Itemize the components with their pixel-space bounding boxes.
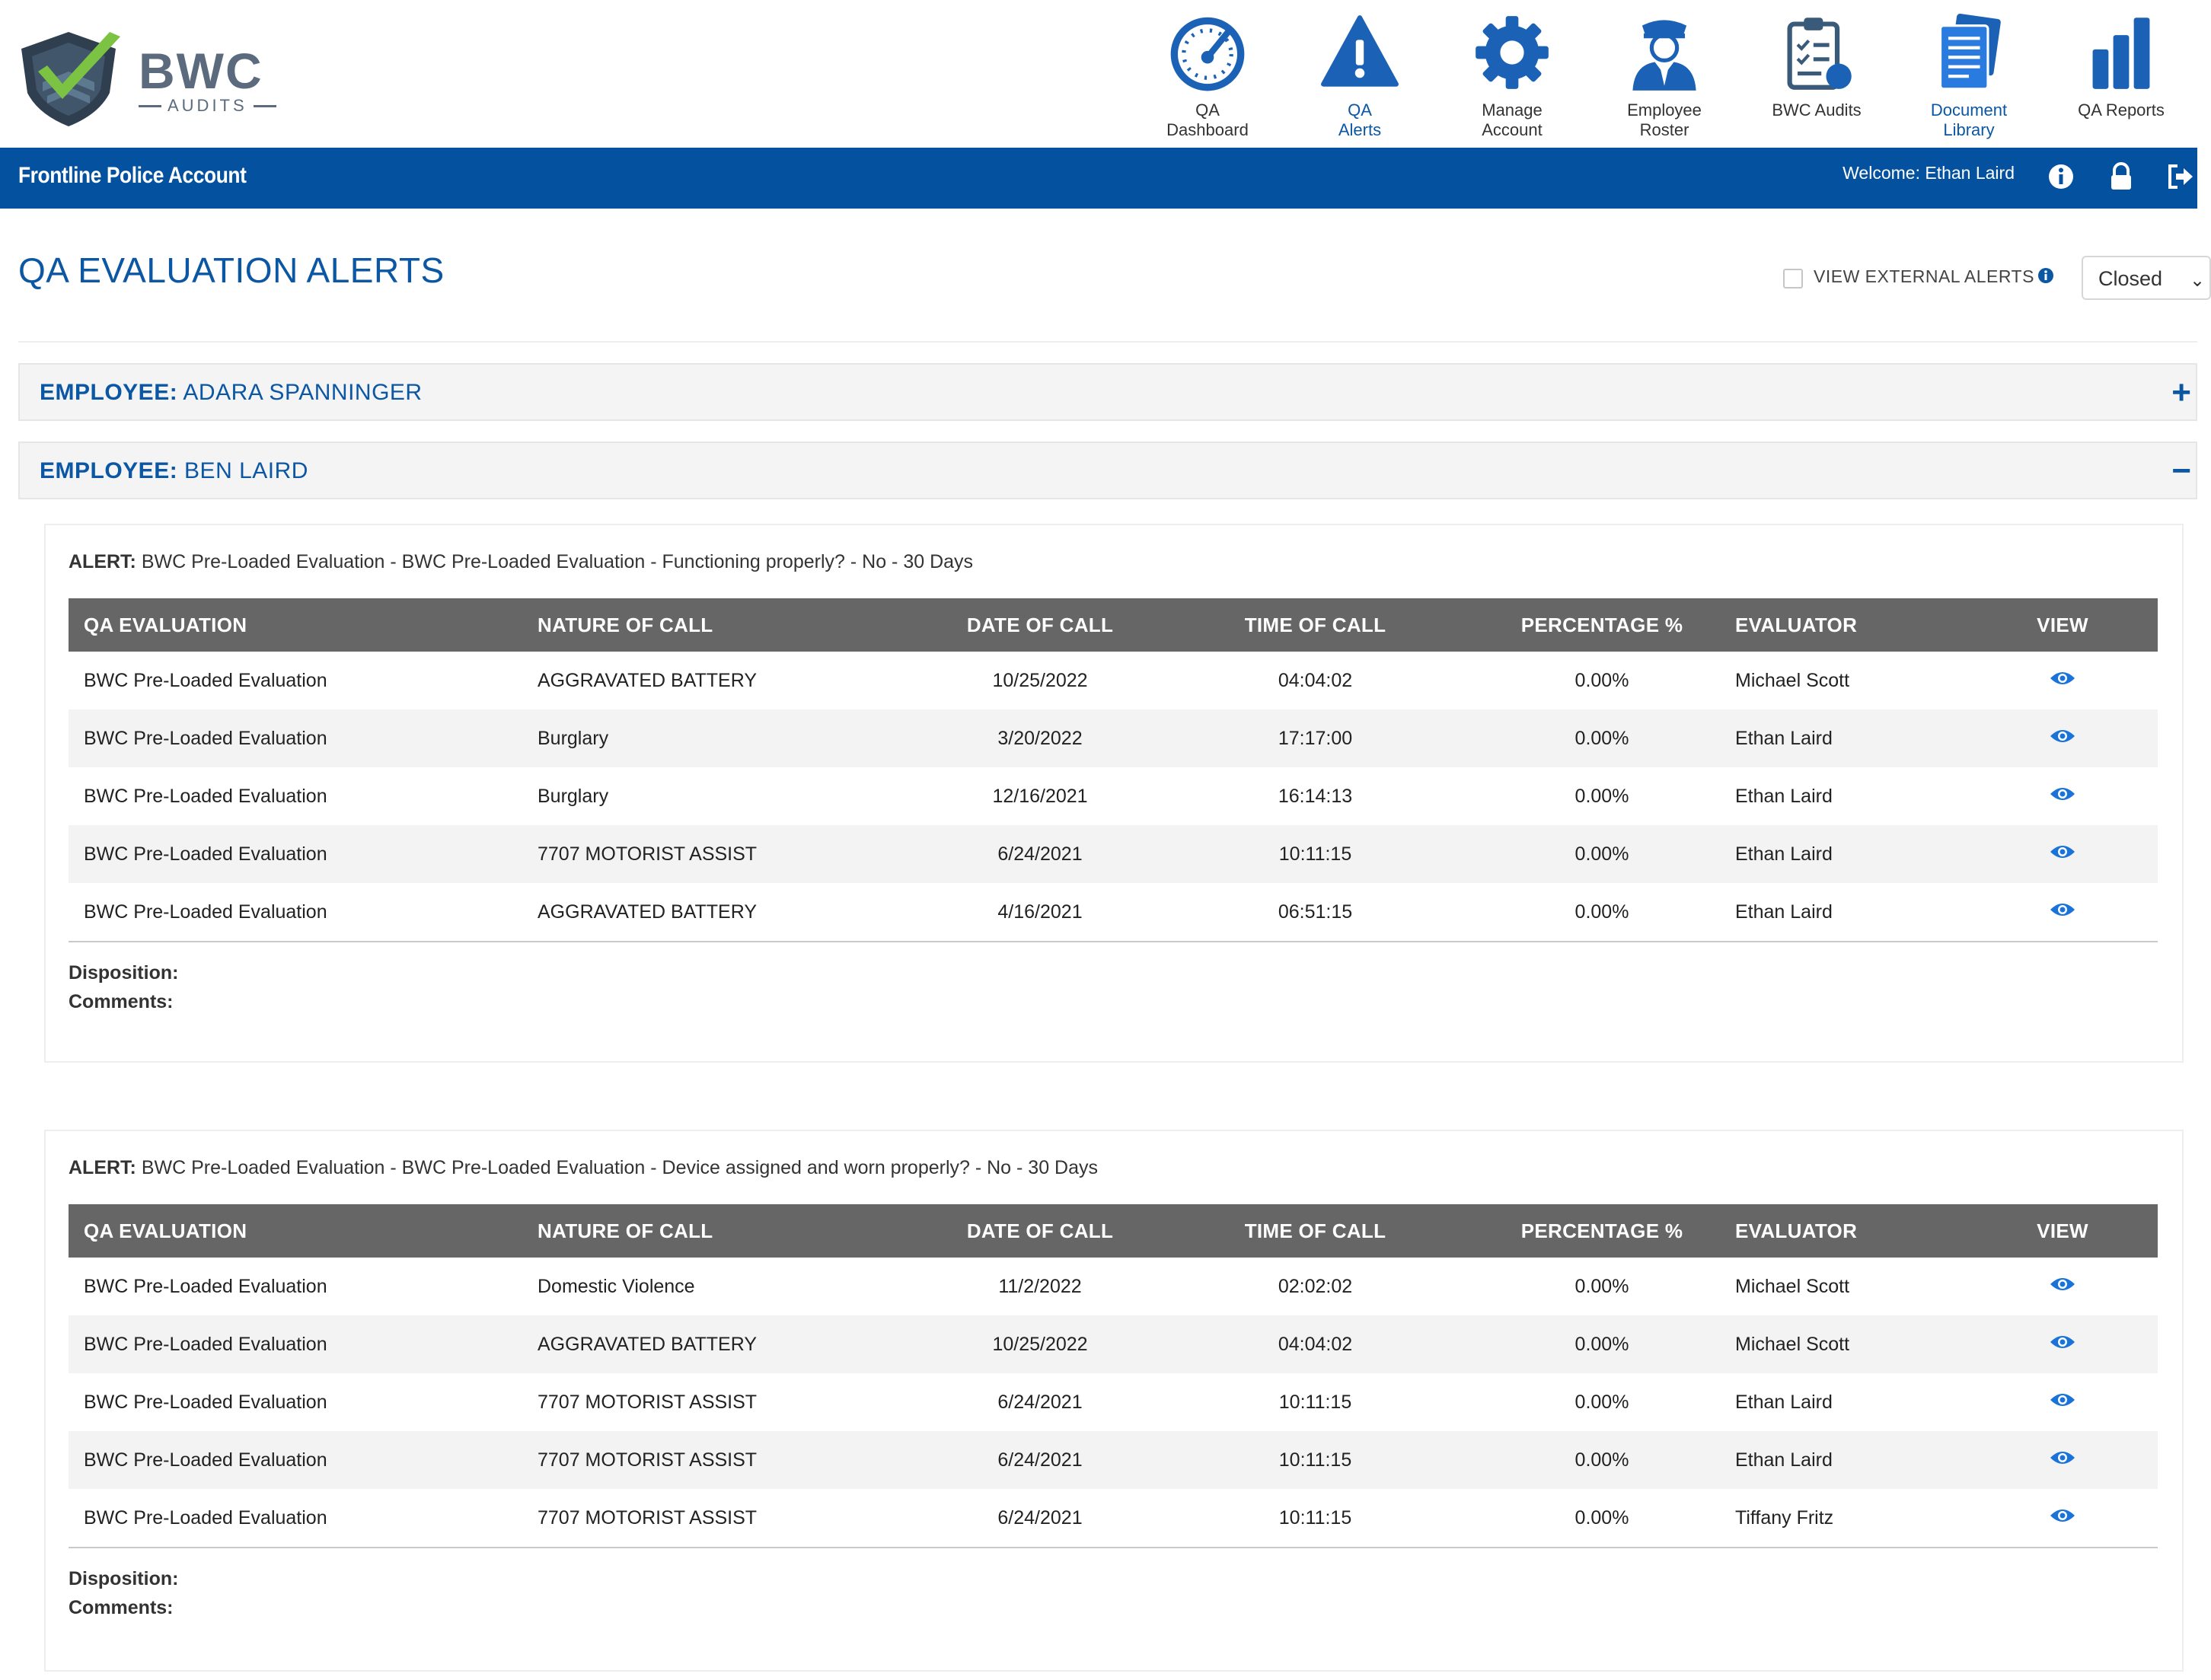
nav-qa-reports[interactable]: [2045, 0, 2197, 148]
external-alerts-info-icon[interactable]: [2037, 266, 2055, 285]
view-external-alerts-checkbox[interactable]: [1783, 269, 1803, 289]
date-of-call-cell: 11/2/2022: [998, 1275, 1082, 1297]
time-of-call-cell: 10:11:15: [1147, 1489, 1484, 1548]
view-eye-icon[interactable]: [2049, 1275, 2076, 1293]
view-cell: [1967, 767, 2158, 825]
qa-evaluation-cell: BWC Pre-Loaded Evaluation: [69, 1431, 522, 1489]
top-header: [0, 0, 2197, 148]
evaluator-cell: Michael Scott: [1720, 1315, 1967, 1373]
date-of-call-cell: 4/16/2021: [933, 883, 1147, 942]
table-row: [69, 825, 2158, 883]
employee-name: ADARA SPANNINGER: [183, 380, 423, 405]
column-header-view: VIEW: [1967, 1204, 2158, 1258]
view-eye-icon[interactable]: [2049, 669, 2076, 687]
alert-description: [69, 551, 973, 573]
view-eye-icon[interactable]: [2049, 727, 2076, 745]
percentage-cell: 0.00%: [1484, 709, 1720, 767]
table-row: [69, 652, 2158, 709]
nature-of-call-cell: AGGRAVATED BATTERY: [522, 883, 933, 942]
nav-label: BWC Audits: [1772, 100, 1862, 120]
view-eye-icon[interactable]: [2049, 1449, 2076, 1467]
employee-prefix: EMPLOYEE:: [40, 380, 178, 405]
alert-label: ALERT:: [69, 551, 136, 572]
status-filter-select[interactable]: [2082, 256, 2211, 300]
employee-panel-ben-laird[interactable]: [18, 442, 2197, 499]
column-header-time-of-call[interactable]: TIME OF CALL: [1147, 598, 1484, 652]
disposition-label: Disposition:: [69, 1568, 179, 1589]
nav-label: QA Alerts: [1338, 100, 1382, 139]
page-title: QA EVALUATION ALERTS: [18, 250, 445, 290]
divider: [18, 341, 2197, 343]
employee-panel-adara-spanninger[interactable]: [18, 363, 2197, 421]
nav-qa-dashboard[interactable]: [1131, 0, 1284, 148]
view-eye-icon[interactable]: [2049, 1333, 2076, 1351]
view-cell: [1967, 652, 2158, 709]
view-cell: [1967, 709, 2158, 767]
column-header-qa-evaluation[interactable]: QA EVALUATION: [69, 598, 522, 652]
qa-evaluation-cell: BWC Pre-Loaded Evaluation: [84, 1391, 327, 1413]
evaluator-cell: Ethan Laird: [1720, 883, 1967, 942]
view-cell: [1967, 1431, 2158, 1489]
welcome-text: Welcome: Ethan Laird: [1842, 163, 2015, 183]
evaluator-cell: Ethan Laird: [1720, 825, 1967, 883]
evaluator-cell: Michael Scott: [1735, 669, 1850, 691]
alert-text: BWC Pre-Loaded Evaluation - BWC Pre-Loaded Evaluation - Device assigned and worn properly? - No - 30 Days: [141, 1157, 1099, 1178]
column-header-qa-evaluation[interactable]: QA EVALUATION: [69, 1204, 522, 1258]
column-header-percentage[interactable]: PERCENTAGE %: [1484, 1204, 1720, 1258]
view-cell: [1967, 1489, 2158, 1548]
expand-toggle-icon[interactable]: +: [2171, 374, 2191, 411]
alert-card: [44, 1130, 2184, 1672]
time-of-call-cell: 02:02:02: [1278, 1275, 1353, 1297]
view-cell: [1967, 1315, 2158, 1373]
column-header-percentage[interactable]: PERCENTAGE %: [1484, 598, 1720, 652]
nav-label: QA Reports: [2078, 100, 2165, 120]
column-header-view: VIEW: [1967, 598, 2158, 652]
nature-of-call-cell: Domestic Violence: [538, 1275, 695, 1297]
percentage-cell: 0.00%: [1574, 669, 1629, 691]
percentage-cell: 0.00%: [1484, 825, 1720, 883]
time-of-call-cell: 04:04:02: [1278, 669, 1353, 691]
table-header-row: [69, 598, 2158, 652]
table-row: [69, 767, 2158, 825]
time-of-call-cell: 10:11:15: [1147, 1431, 1484, 1489]
logo-title: BWC: [139, 43, 263, 99]
nav-employee-roster[interactable]: [1588, 0, 1740, 148]
shield-check-logo-icon: [15, 29, 122, 128]
percentage-cell: 0.00%: [1484, 1431, 1720, 1489]
nav-bwc-audits[interactable]: [1740, 0, 1893, 148]
evaluations-table: [69, 598, 2158, 942]
view-eye-icon[interactable]: [2049, 785, 2076, 803]
qa-evaluation-cell: BWC Pre-Loaded Evaluation: [69, 709, 522, 767]
nav-label: Employee Roster: [1627, 100, 1702, 139]
date-of-call-cell: 10/25/2022: [992, 669, 1088, 691]
qa-evaluation-cell: BWC Pre-Loaded Evaluation: [69, 825, 522, 883]
view-cell: [1967, 825, 2158, 883]
evaluator-cell: Ethan Laird: [1735, 785, 1833, 807]
date-of-call-cell: 3/20/2022: [933, 709, 1147, 767]
alert-triangle-icon: [1318, 11, 1402, 94]
employee-prefix: EMPLOYEE:: [40, 458, 178, 483]
column-header-nature-of-call[interactable]: NATURE OF CALL: [522, 1204, 933, 1258]
view-cell: [1967, 1373, 2158, 1431]
nav-document-library[interactable]: [1893, 0, 2045, 148]
nature-of-call-cell: 7707 MOTORIST ASSIST: [522, 1431, 933, 1489]
nature-of-call-cell: 7707 MOTORIST ASSIST: [538, 1391, 758, 1413]
nature-of-call-cell: 7707 MOTORIST ASSIST: [522, 825, 933, 883]
time-of-call-cell: 16:14:13: [1278, 785, 1353, 807]
comments-label: Comments:: [69, 1597, 174, 1618]
officer-icon: [1622, 11, 1706, 94]
nav-label: Manage Account: [1482, 100, 1543, 139]
evaluator-cell: Michael Scott: [1735, 1275, 1850, 1297]
comments-label: Comments:: [69, 991, 174, 1012]
time-of-call-cell: 10:11:15: [1147, 825, 1484, 883]
time-of-call-cell: 06:51:15: [1147, 883, 1484, 942]
logo-subtitle-text: AUDITS: [168, 96, 247, 115]
info-icon[interactable]: [2044, 160, 2078, 193]
alert-description: [69, 1157, 1098, 1179]
qa-evaluation-cell: BWC Pre-Loaded Evaluation: [84, 785, 327, 807]
column-header-time-of-call[interactable]: TIME OF CALL: [1147, 1204, 1484, 1258]
alert-card: [44, 524, 2184, 1063]
disposition-label: Disposition:: [69, 962, 179, 983]
nav-label: Document Library: [1930, 100, 2008, 139]
percentage-cell: 0.00%: [1484, 883, 1720, 942]
view-eye-icon[interactable]: [2049, 843, 2076, 861]
date-of-call-cell: 12/16/2021: [992, 785, 1088, 807]
view-cell: [1967, 1258, 2158, 1315]
table-row: [69, 709, 2158, 767]
view-external-alerts-label[interactable]: VIEW EXTERNAL ALERTS: [1814, 266, 2034, 286]
table-row: [69, 1431, 2158, 1489]
nav-manage-account[interactable]: [1436, 0, 1588, 148]
time-of-call-cell: 17:17:00: [1147, 709, 1484, 767]
date-of-call-cell: 6/24/2021: [933, 825, 1147, 883]
account-bar: [0, 148, 2197, 209]
nature-of-call-cell: 7707 MOTORIST ASSIST: [522, 1489, 933, 1548]
bar-chart-icon: [2079, 11, 2163, 94]
nav-label: QA Dashboard: [1166, 100, 1249, 139]
nature-of-call-cell: Burglary: [522, 709, 933, 767]
date-of-call-cell: 10/25/2022: [933, 1315, 1147, 1373]
gear-icon: [1470, 11, 1554, 94]
evaluator-cell: Ethan Laird: [1735, 1391, 1833, 1413]
table-header-row: [69, 1204, 2158, 1258]
date-of-call-cell: 6/24/2021: [933, 1489, 1147, 1548]
percentage-cell: 0.00%: [1484, 1315, 1720, 1373]
percentage-cell: 0.00%: [1574, 785, 1629, 807]
collapse-toggle-icon[interactable]: −: [2171, 452, 2191, 489]
lock-icon[interactable]: [2104, 160, 2138, 193]
alert-text: BWC Pre-Loaded Evaluation - BWC Pre-Loaded Evaluation - Functioning properly? - No - 30 Days: [141, 551, 974, 572]
table-row: [69, 1489, 2158, 1548]
date-of-call-cell: 6/24/2021: [997, 1391, 1083, 1413]
status-filter-value: Closed: [2098, 267, 2163, 290]
evaluator-cell: Ethan Laird: [1720, 1431, 1967, 1489]
qa-evaluation-cell: BWC Pre-Loaded Evaluation: [84, 669, 327, 691]
time-of-call-cell: 04:04:02: [1147, 1315, 1484, 1373]
nav-qa-alerts[interactable]: [1284, 0, 1436, 148]
nature-of-call-cell: AGGRAVATED BATTERY: [522, 1315, 933, 1373]
table-row: [69, 1258, 2158, 1315]
nature-of-call-cell: AGGRAVATED BATTERY: [538, 669, 758, 691]
percentage-cell: 0.00%: [1574, 1391, 1629, 1413]
view-eye-icon[interactable]: [2049, 1506, 2076, 1525]
time-of-call-cell: 10:11:15: [1278, 1391, 1352, 1413]
evaluator-cell: Ethan Laird: [1720, 709, 1967, 767]
qa-evaluation-cell: BWC Pre-Loaded Evaluation: [84, 1275, 327, 1297]
column-header-date-of-call[interactable]: DATE OF CALL: [933, 598, 1147, 652]
main-nav: [1131, 0, 2197, 148]
logo-text: [139, 43, 276, 116]
column-header-nature-of-call[interactable]: NATURE OF CALL: [522, 598, 933, 652]
table-row: [69, 883, 2158, 942]
table-row: [69, 1315, 2158, 1373]
chevron-down-icon: ⌄: [2190, 270, 2206, 291]
employee-name: BEN LAIRD: [184, 458, 308, 483]
clipboard-icon: [1775, 11, 1858, 94]
column-header-date-of-call[interactable]: DATE OF CALL: [933, 1204, 1147, 1258]
qa-evaluation-cell: BWC Pre-Loaded Evaluation: [69, 1315, 522, 1373]
date-of-call-cell: 6/24/2021: [933, 1431, 1147, 1489]
column-header-evaluator[interactable]: EVALUATOR: [1720, 598, 1967, 652]
percentage-cell: 0.00%: [1574, 1275, 1629, 1297]
qa-evaluation-cell: BWC Pre-Loaded Evaluation: [69, 883, 522, 942]
view-eye-icon[interactable]: [2049, 1391, 2076, 1409]
documents-icon: [1927, 11, 2011, 94]
evaluations-table: [69, 1204, 2158, 1548]
table-row: [69, 1373, 2158, 1431]
speedometer-icon: [1166, 11, 1249, 94]
bwc-audits-logo[interactable]: [15, 29, 266, 128]
nature-of-call-cell: Burglary: [538, 785, 609, 807]
logout-icon[interactable]: [2164, 160, 2197, 193]
view-cell: [1967, 883, 2158, 942]
account-name: Frontline Police Account: [18, 163, 247, 188]
percentage-cell: 0.00%: [1484, 1489, 1720, 1548]
employee-header: [40, 380, 423, 406]
employee-header: [40, 458, 308, 484]
column-header-evaluator[interactable]: EVALUATOR: [1720, 1204, 1967, 1258]
view-eye-icon[interactable]: [2049, 901, 2076, 919]
alert-label: ALERT:: [69, 1157, 136, 1178]
evaluator-cell: Tiffany Fritz: [1720, 1489, 1967, 1548]
qa-evaluation-cell: BWC Pre-Loaded Evaluation: [69, 1489, 522, 1548]
